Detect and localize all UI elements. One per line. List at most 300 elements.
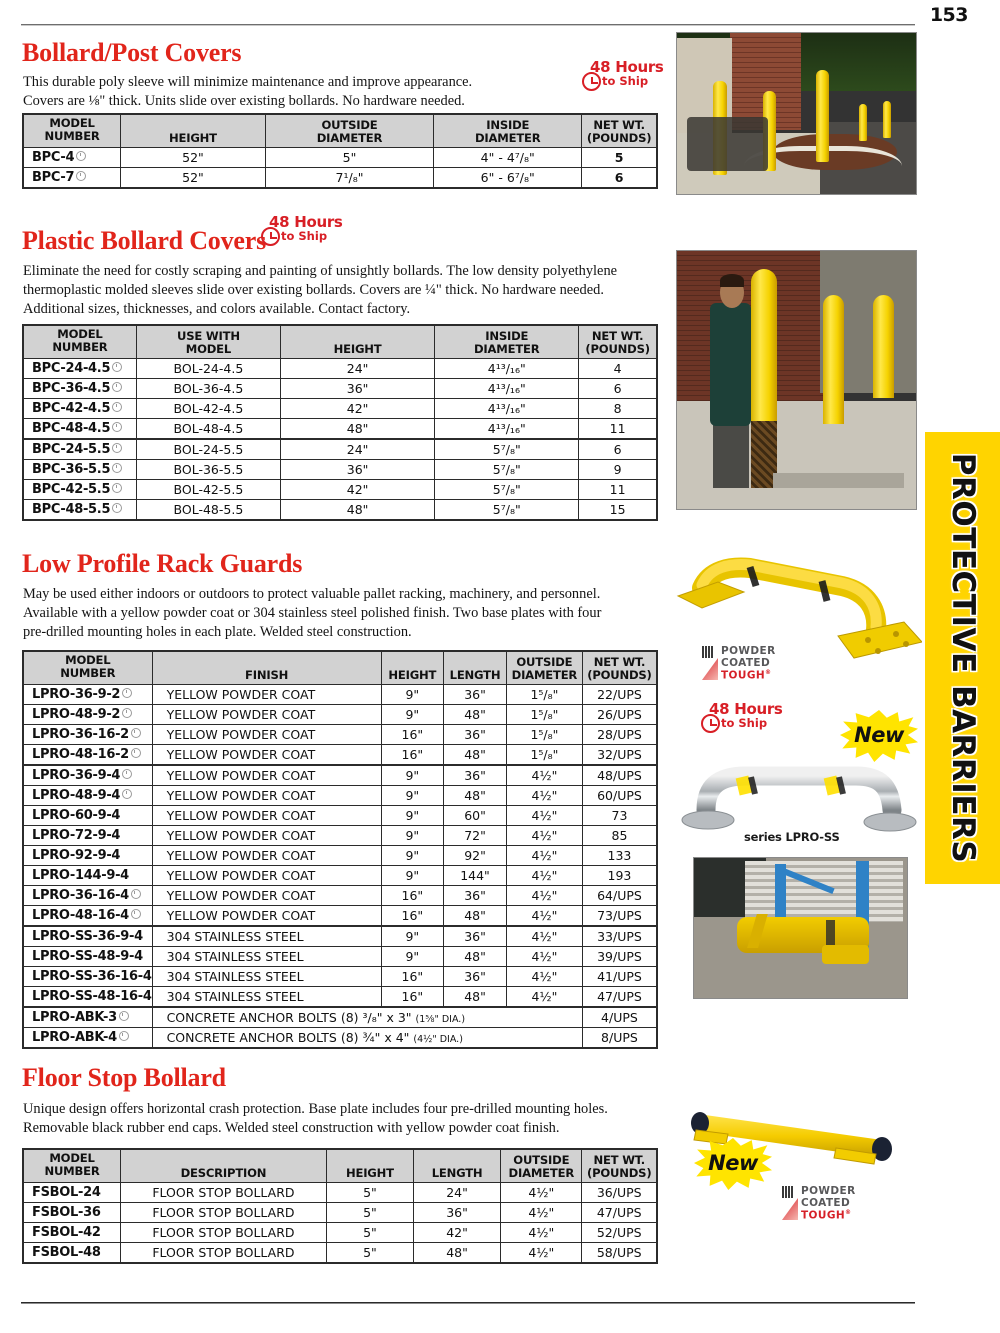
table-row bbox=[23, 866, 657, 886]
table-row bbox=[23, 379, 657, 399]
quickship-clock-icon bbox=[112, 362, 122, 372]
table-row bbox=[23, 786, 657, 806]
cell-height: 42" bbox=[280, 480, 434, 500]
cell-outside: 4½" bbox=[506, 846, 582, 866]
quickship-clock-icon bbox=[112, 382, 122, 392]
illustration-rack-guard-stainless bbox=[680, 758, 920, 840]
col-header-finish: FINISH bbox=[152, 651, 381, 685]
table-row bbox=[23, 826, 657, 846]
cell-model: LPRO-92-9-4 bbox=[23, 846, 152, 866]
cell-height: 9" bbox=[381, 826, 444, 846]
powder-line-2: COATED bbox=[721, 657, 771, 669]
clock-icon bbox=[582, 72, 601, 91]
photo-rack-guard-in-warehouse bbox=[693, 857, 908, 999]
cell-weight: 39/UPS bbox=[582, 947, 657, 967]
table-row bbox=[23, 480, 657, 500]
cell-model: LPRO-60-9-4 bbox=[23, 806, 152, 826]
cell-model: LPRO-48-16-4 bbox=[23, 906, 152, 927]
cell-model: BPC-36-5.5 bbox=[23, 460, 136, 480]
col-header-height: HEIGHT bbox=[326, 1149, 413, 1183]
cell-outside: 4½" bbox=[506, 786, 582, 806]
copy-line: Covers are ⅛" thick. Units slide over existing bollards. No hardware needed. bbox=[23, 93, 465, 110]
cell-outside: 4½" bbox=[506, 926, 582, 947]
cell-model: LPRO-ABK-3 bbox=[23, 1007, 152, 1028]
cell-weight: 73/UPS bbox=[582, 906, 657, 927]
table-row bbox=[23, 500, 657, 521]
cell-weight: 133 bbox=[582, 846, 657, 866]
quickship-clock-icon bbox=[122, 688, 132, 698]
copy-line: pre-drilled mounting holes in each plate. Welded steel construction. bbox=[23, 624, 412, 641]
table-row bbox=[23, 846, 657, 866]
quickship-clock-icon bbox=[112, 443, 122, 453]
table-row bbox=[23, 806, 657, 826]
powder-line-3: TOUGH® bbox=[721, 669, 772, 682]
section-title-bollard-post-covers: Bollard/Post Covers bbox=[22, 38, 242, 67]
cell-finish: YELLOW POWDER COAT bbox=[152, 745, 381, 766]
cell-weight: 26/UPS bbox=[582, 705, 657, 725]
cell-outside-diameter: 5" bbox=[265, 148, 433, 168]
table-row bbox=[23, 1203, 657, 1223]
cell-usewith: BOL-24-4.5 bbox=[136, 359, 280, 379]
table-row bbox=[23, 745, 657, 766]
cell-weight: 15 bbox=[579, 500, 657, 521]
cell-height: 9" bbox=[381, 926, 444, 947]
ship-badge-toship: to Ship bbox=[721, 716, 768, 730]
quickship-clock-icon bbox=[131, 889, 141, 899]
col-header-height: HEIGHT bbox=[381, 651, 444, 685]
col-header-description: DESCRIPTION bbox=[121, 1149, 327, 1183]
new-label: New bbox=[854, 723, 904, 747]
new-badge-rack-guards bbox=[840, 710, 918, 762]
cell-height: 5" bbox=[326, 1223, 413, 1243]
table-header-row bbox=[23, 651, 657, 685]
quickship-clock-icon bbox=[112, 422, 122, 432]
section-copy-plastic-bollard-covers bbox=[23, 262, 669, 319]
side-tab-protective-barriers bbox=[925, 432, 1000, 884]
section-copy-bollard-post-covers bbox=[23, 73, 663, 111]
quickship-clock-icon bbox=[76, 171, 86, 181]
cell-outside: 1⁵/₈" bbox=[506, 685, 582, 705]
table-header-row bbox=[23, 114, 657, 148]
cell-model: LPRO-SS-48-9-4 bbox=[23, 947, 152, 967]
cell-usewith: BOL-48-4.5 bbox=[136, 419, 280, 440]
cell-height: 42" bbox=[280, 399, 434, 419]
cell-weight: 8 bbox=[579, 399, 657, 419]
cell-weight: 48/UPS bbox=[582, 765, 657, 786]
cell-length: 144" bbox=[444, 866, 507, 886]
copy-line: thermoplastic molded sleeves slide over existing bollards. Covers are ¼" thick. No hardware needed. bbox=[23, 282, 604, 299]
col-header-inside-diameter: INSIDE DIAMETER bbox=[435, 325, 579, 359]
col-header-model-number: MODEL NUMBER bbox=[23, 651, 152, 685]
cell-weight: 47/UPS bbox=[582, 987, 657, 1008]
col-header-model-number: MODEL NUMBER bbox=[23, 114, 121, 148]
logo-bars-icon bbox=[702, 646, 713, 658]
cell-finish: YELLOW POWDER COAT bbox=[152, 786, 381, 806]
section-title-plastic-bollard-covers: Plastic Bollard Covers bbox=[22, 226, 267, 255]
cell-height: 9" bbox=[381, 866, 444, 886]
col-header-height: HEIGHT bbox=[121, 114, 266, 148]
cell-description: CONCRETE ANCHOR BOLTS (8) ¾" x 4" (4½" DIA.) bbox=[152, 1028, 582, 1049]
cell-finish: YELLOW POWDER COAT bbox=[152, 906, 381, 927]
col-header-net-weight: NET WT. (POUNDS) bbox=[582, 1149, 657, 1183]
cell-model: LPRO-36-9-2 bbox=[23, 685, 152, 705]
cell-length: 48" bbox=[444, 987, 507, 1008]
cell-finish: YELLOW POWDER COAT bbox=[152, 826, 381, 846]
table-row bbox=[23, 906, 657, 927]
cell-model: BPC-48-4.5 bbox=[23, 419, 136, 440]
table-row bbox=[23, 1028, 657, 1049]
ship-badge-hours: 48 Hours bbox=[590, 58, 664, 76]
cell-length: 92" bbox=[444, 846, 507, 866]
cell-model: FSBOL-48 bbox=[23, 1243, 121, 1264]
cell-height: 9" bbox=[381, 947, 444, 967]
cell-height: 16" bbox=[381, 725, 444, 745]
powder-coated-tough-logo-1 bbox=[702, 645, 792, 683]
cell-height: 16" bbox=[381, 987, 444, 1008]
col-header-net-weight: NET WT. (POUNDS) bbox=[582, 651, 657, 685]
cell-height: 9" bbox=[381, 806, 444, 826]
quickship-clock-icon bbox=[131, 748, 141, 758]
powder-line-1: POWDER bbox=[801, 1185, 856, 1197]
cell-weight: 193 bbox=[582, 866, 657, 886]
cell-model: BPC-24-5.5 bbox=[23, 439, 136, 460]
cell-outside: 4½" bbox=[506, 826, 582, 846]
cell-finish: YELLOW POWDER COAT bbox=[152, 866, 381, 886]
cell-weight: 4 bbox=[579, 359, 657, 379]
table-row bbox=[23, 947, 657, 967]
cell-inside: 4¹³/₁₆" bbox=[435, 419, 579, 440]
cell-usewith: BOL-36-5.5 bbox=[136, 460, 280, 480]
cell-model: LPRO-144-9-4 bbox=[23, 866, 152, 886]
col-header-use-with-model: USE WITH MODEL bbox=[136, 325, 280, 359]
table-row bbox=[23, 419, 657, 440]
logo-swoosh-icon bbox=[702, 658, 718, 680]
cell-height: 52" bbox=[121, 168, 266, 189]
cell-weight: 58/UPS bbox=[582, 1243, 657, 1264]
cell-finish: YELLOW POWDER COAT bbox=[152, 725, 381, 745]
cell-weight: 41/UPS bbox=[582, 967, 657, 987]
cell-height: 9" bbox=[381, 786, 444, 806]
cell-outside: 4½" bbox=[506, 947, 582, 967]
cell-finish: YELLOW POWDER COAT bbox=[152, 846, 381, 866]
col-header-outside-diameter: OUTSIDE DIAMETER bbox=[501, 1149, 582, 1183]
cell-model: BPC-24-4.5 bbox=[23, 359, 136, 379]
col-header-length: LENGTH bbox=[444, 651, 507, 685]
cell-weight: 22/UPS bbox=[582, 685, 657, 705]
cell-model: LPRO-36-16-4 bbox=[23, 886, 152, 906]
cell-finish: 304 STAINLESS STEEL bbox=[152, 926, 381, 947]
cell-finish: 304 STAINLESS STEEL bbox=[152, 967, 381, 987]
table-row bbox=[23, 168, 657, 189]
table-row bbox=[23, 399, 657, 419]
page-number: 153 bbox=[929, 4, 968, 26]
cell-length: 36" bbox=[444, 685, 507, 705]
table-row bbox=[23, 1007, 657, 1028]
cell-net-weight: 4/UPS bbox=[582, 1007, 657, 1028]
cell-length: 36" bbox=[444, 926, 507, 947]
col-header-model-number: MODEL NUMBER bbox=[23, 325, 136, 359]
cell-inside: 5⁷/₈" bbox=[435, 460, 579, 480]
cell-model: LPRO-48-9-4 bbox=[23, 786, 152, 806]
quickship-clock-icon bbox=[112, 483, 122, 493]
cell-height: 9" bbox=[381, 685, 444, 705]
table-row bbox=[23, 886, 657, 906]
copy-line: Additional sizes, thicknesses, and colors available. Contact factory. bbox=[23, 301, 411, 318]
photo-plastic-bollard-cover-install bbox=[676, 250, 917, 510]
cell-model: LPRO-ABK-4 bbox=[23, 1028, 152, 1049]
quickship-clock-icon bbox=[122, 789, 132, 799]
ship-badge-toship: to Ship bbox=[602, 74, 649, 88]
table-row bbox=[23, 439, 657, 460]
table-row bbox=[23, 1223, 657, 1243]
col-header-net-weight: NET WT. (POUNDS) bbox=[579, 325, 657, 359]
cell-weight: 33/UPS bbox=[582, 926, 657, 947]
cell-weight: 52/UPS bbox=[582, 1223, 657, 1243]
powder-line-2: COATED bbox=[801, 1197, 851, 1209]
cell-height: 16" bbox=[381, 745, 444, 766]
table-header-row bbox=[23, 325, 657, 359]
cell-length: 48" bbox=[444, 947, 507, 967]
cell-description: FLOOR STOP BOLLARD bbox=[121, 1183, 327, 1203]
cell-length: 48" bbox=[413, 1243, 500, 1264]
cell-description: FLOOR STOP BOLLARD bbox=[121, 1223, 327, 1243]
table-plastic-bollard-covers bbox=[22, 324, 658, 521]
cell-inside: 4¹³/₁₆" bbox=[435, 359, 579, 379]
cell-model: BPC-42-5.5 bbox=[23, 480, 136, 500]
cell-model: LPRO-SS-48-16-4 bbox=[23, 987, 152, 1008]
cell-finish: 304 STAINLESS STEEL bbox=[152, 987, 381, 1008]
cell-inside: 5⁷/₈" bbox=[435, 480, 579, 500]
cell-length: 42" bbox=[413, 1223, 500, 1243]
cell-model: LPRO-72-9-4 bbox=[23, 826, 152, 846]
section-title-low-profile-rack-guards: Low Profile Rack Guards bbox=[22, 549, 303, 578]
clock-icon bbox=[701, 714, 720, 733]
cell-model: BPC-48-5.5 bbox=[23, 500, 136, 521]
cell-usewith: BOL-42-5.5 bbox=[136, 480, 280, 500]
table-row bbox=[23, 359, 657, 379]
powder-coated-tough-logo-2 bbox=[782, 1185, 872, 1223]
col-header-height: HEIGHT bbox=[280, 325, 434, 359]
cell-length: 48" bbox=[444, 705, 507, 725]
table-row bbox=[23, 685, 657, 705]
cell-finish: YELLOW POWDER COAT bbox=[152, 806, 381, 826]
cell-height: 9" bbox=[381, 705, 444, 725]
cell-height: 5" bbox=[326, 1243, 413, 1264]
cell-model: LPRO-36-9-4 bbox=[23, 765, 152, 786]
cell-outside: 1⁵/₈" bbox=[506, 745, 582, 766]
col-header-model-number: MODEL NUMBER bbox=[23, 1149, 121, 1183]
cell-outside: 4½" bbox=[501, 1183, 582, 1203]
header-rule bbox=[21, 24, 915, 26]
cell-height: 9" bbox=[381, 846, 444, 866]
copy-line: Unique design offers horizontal crash protection. Base plate includes four pre-drilled mounting holes. bbox=[23, 1101, 608, 1117]
cell-height: 48" bbox=[280, 500, 434, 521]
cell-weight: 6 bbox=[579, 439, 657, 460]
cell-model: LPRO-48-16-2 bbox=[23, 745, 152, 766]
cell-outside: 4½" bbox=[501, 1203, 582, 1223]
cell-weight: 60/UPS bbox=[582, 786, 657, 806]
ship-badge-toship: to Ship bbox=[281, 229, 328, 243]
col-header-length: LENGTH bbox=[413, 1149, 500, 1183]
copy-line: May be used either indoors or outdoors to protect valuable pallet racking, machinery, and personnel. bbox=[23, 586, 601, 602]
cell-outside: 4½" bbox=[506, 765, 582, 786]
cell-model: BPC-4 bbox=[23, 148, 121, 168]
cell-finish: YELLOW POWDER COAT bbox=[152, 705, 381, 725]
cell-outside: 4½" bbox=[506, 886, 582, 906]
cell-height: 5" bbox=[326, 1203, 413, 1223]
cell-height: 52" bbox=[121, 148, 266, 168]
cell-net-weight: 6 bbox=[582, 168, 657, 189]
table-row bbox=[23, 460, 657, 480]
copy-line: This durable poly sleeve will minimize maintenance and improve appearance. bbox=[23, 74, 473, 90]
cell-height: 16" bbox=[381, 886, 444, 906]
cell-length: 36" bbox=[444, 886, 507, 906]
cell-finish: YELLOW POWDER COAT bbox=[152, 765, 381, 786]
col-header-outside-diameter: OUTSIDE DIAMETER bbox=[265, 114, 433, 148]
quickship-clock-icon bbox=[76, 151, 86, 161]
cell-model: FSBOL-24 bbox=[23, 1183, 121, 1203]
cell-length: 36" bbox=[444, 725, 507, 745]
table-low-profile-rack-guards bbox=[22, 650, 658, 1049]
cell-outside: 4½" bbox=[506, 866, 582, 886]
cell-weight: 85 bbox=[582, 826, 657, 846]
cell-finish: YELLOW POWDER COAT bbox=[152, 886, 381, 906]
cell-outside: 4½" bbox=[506, 987, 582, 1008]
quickship-clock-icon bbox=[112, 503, 122, 513]
cell-height: 24" bbox=[280, 359, 434, 379]
powder-line-1: POWDER bbox=[721, 645, 776, 657]
new-label: New bbox=[708, 1151, 758, 1175]
cell-finish: YELLOW POWDER COAT bbox=[152, 685, 381, 705]
cell-usewith: BOL-42-4.5 bbox=[136, 399, 280, 419]
quickship-clock-icon bbox=[112, 402, 122, 412]
cell-length: 48" bbox=[444, 906, 507, 927]
table-bollard-post-covers bbox=[22, 113, 658, 189]
cell-model: BPC-42-4.5 bbox=[23, 399, 136, 419]
cell-inside: 5⁷/₈" bbox=[435, 500, 579, 521]
cell-outside: 4½" bbox=[506, 967, 582, 987]
cell-height: 24" bbox=[280, 439, 434, 460]
logo-bars-icon bbox=[782, 1186, 793, 1198]
cell-outside: 4½" bbox=[506, 806, 582, 826]
cell-height: 16" bbox=[381, 906, 444, 927]
cell-weight: 6 bbox=[579, 379, 657, 399]
copy-line: Removable black rubber end caps. Welded steel construction with yellow powder coat finish. bbox=[23, 1120, 560, 1137]
cell-net-weight: 8/UPS bbox=[582, 1028, 657, 1049]
cell-length: 72" bbox=[444, 826, 507, 846]
cell-weight: 11 bbox=[579, 480, 657, 500]
ship-badge-hours: 48 Hours bbox=[709, 700, 783, 718]
col-header-inside-diameter: INSIDE DIAMETER bbox=[434, 114, 582, 148]
quickship-clock-icon bbox=[122, 769, 132, 779]
cell-length: 36" bbox=[444, 967, 507, 987]
quickship-clock-icon bbox=[131, 728, 141, 738]
table-row bbox=[23, 987, 657, 1008]
side-tab-label: PROTECTIVE BARRIERS bbox=[944, 452, 981, 864]
table-row bbox=[23, 725, 657, 745]
cell-inside: 4¹³/₁₆" bbox=[435, 379, 579, 399]
photo-bollard-post-covers-installation bbox=[676, 32, 917, 195]
cell-weight: 11 bbox=[579, 419, 657, 440]
ship-badge-hours: 48 Hours bbox=[269, 213, 343, 231]
cell-outside: 4½" bbox=[506, 906, 582, 927]
cell-inside: 4¹³/₁₆" bbox=[435, 399, 579, 419]
section-title-floor-stop-bollard: Floor Stop Bollard bbox=[22, 1063, 226, 1092]
cell-usewith: BOL-36-4.5 bbox=[136, 379, 280, 399]
cell-model: LPRO-48-9-2 bbox=[23, 705, 152, 725]
copy-line: Available with a yellow powder coat or 304 stainless steel polished finish. Two base plates with four bbox=[23, 605, 602, 622]
cell-outside: 4½" bbox=[501, 1243, 582, 1264]
cell-height: 48" bbox=[280, 419, 434, 440]
cell-description: FLOOR STOP BOLLARD bbox=[121, 1243, 327, 1264]
table-row bbox=[23, 705, 657, 725]
cell-weight: 47/UPS bbox=[582, 1203, 657, 1223]
cell-outside-diameter: 7¹/₈" bbox=[265, 168, 433, 189]
cell-inside-diameter: 4" - 4⁷/₈" bbox=[434, 148, 582, 168]
cell-height: 5" bbox=[326, 1183, 413, 1203]
col-header-net-weight: NET WT. (POUNDS) bbox=[582, 114, 657, 148]
table-row bbox=[23, 1243, 657, 1264]
cell-length: 48" bbox=[444, 786, 507, 806]
cell-description: CONCRETE ANCHOR BOLTS (8) ³/₈" x 3" (1⅝" DIA.) bbox=[152, 1007, 582, 1028]
cell-length: 36" bbox=[444, 765, 507, 786]
cell-length: 48" bbox=[444, 745, 507, 766]
cell-outside: 1⁵/₈" bbox=[506, 725, 582, 745]
cell-height: 36" bbox=[280, 379, 434, 399]
cell-model: BPC-7 bbox=[23, 168, 121, 189]
quickship-clock-icon bbox=[131, 909, 141, 919]
logo-swoosh-icon bbox=[782, 1198, 798, 1220]
cell-height: 36" bbox=[280, 460, 434, 480]
section-copy-low-profile-rack-guards bbox=[23, 585, 671, 642]
cell-length: 60" bbox=[444, 806, 507, 826]
quickship-clock-icon bbox=[119, 1011, 129, 1021]
cell-description: FLOOR STOP BOLLARD bbox=[121, 1203, 327, 1223]
table-header-row bbox=[23, 1149, 657, 1183]
cell-weight: 9 bbox=[579, 460, 657, 480]
series-caption-lpro-ss: series LPRO-SS bbox=[744, 830, 840, 844]
new-badge-floor-stop-bollard bbox=[694, 1138, 772, 1190]
quickship-clock-icon bbox=[122, 708, 132, 718]
table-row bbox=[23, 148, 657, 168]
cell-model: FSBOL-42 bbox=[23, 1223, 121, 1243]
cell-usewith: BOL-24-5.5 bbox=[136, 439, 280, 460]
cell-usewith: BOL-48-5.5 bbox=[136, 500, 280, 521]
cell-weight: 32/UPS bbox=[582, 745, 657, 766]
cell-model: BPC-36-4.5 bbox=[23, 379, 136, 399]
col-header-outside-diameter: OUTSIDE DIAMETER bbox=[506, 651, 582, 685]
cell-net-weight: 5 bbox=[582, 148, 657, 168]
cell-model: LPRO-SS-36-16-4 bbox=[23, 967, 152, 987]
ship-badge-48-hours-1 bbox=[578, 58, 664, 92]
cell-inside: 5⁷/₈" bbox=[435, 439, 579, 460]
copy-line: Eliminate the need for costly scraping and painting of unsightly bollards. The low density polyethylene bbox=[23, 263, 618, 279]
ship-badge-48-hours-2 bbox=[257, 213, 343, 247]
section-copy-floor-stop-bollard bbox=[23, 1100, 673, 1138]
table-row bbox=[23, 765, 657, 786]
table-floor-stop-bollard bbox=[22, 1148, 658, 1264]
cell-weight: 36/UPS bbox=[582, 1183, 657, 1203]
cell-weight: 73 bbox=[582, 806, 657, 826]
table-row bbox=[23, 1183, 657, 1203]
cell-model: LPRO-36-16-2 bbox=[23, 725, 152, 745]
table-row bbox=[23, 967, 657, 987]
cell-weight: 28/UPS bbox=[582, 725, 657, 745]
cell-outside: 1⁵/₈" bbox=[506, 705, 582, 725]
cell-finish: 304 STAINLESS STEEL bbox=[152, 947, 381, 967]
cell-inside-diameter: 6" - 6⁷/₈" bbox=[434, 168, 582, 189]
cell-weight: 64/UPS bbox=[582, 886, 657, 906]
